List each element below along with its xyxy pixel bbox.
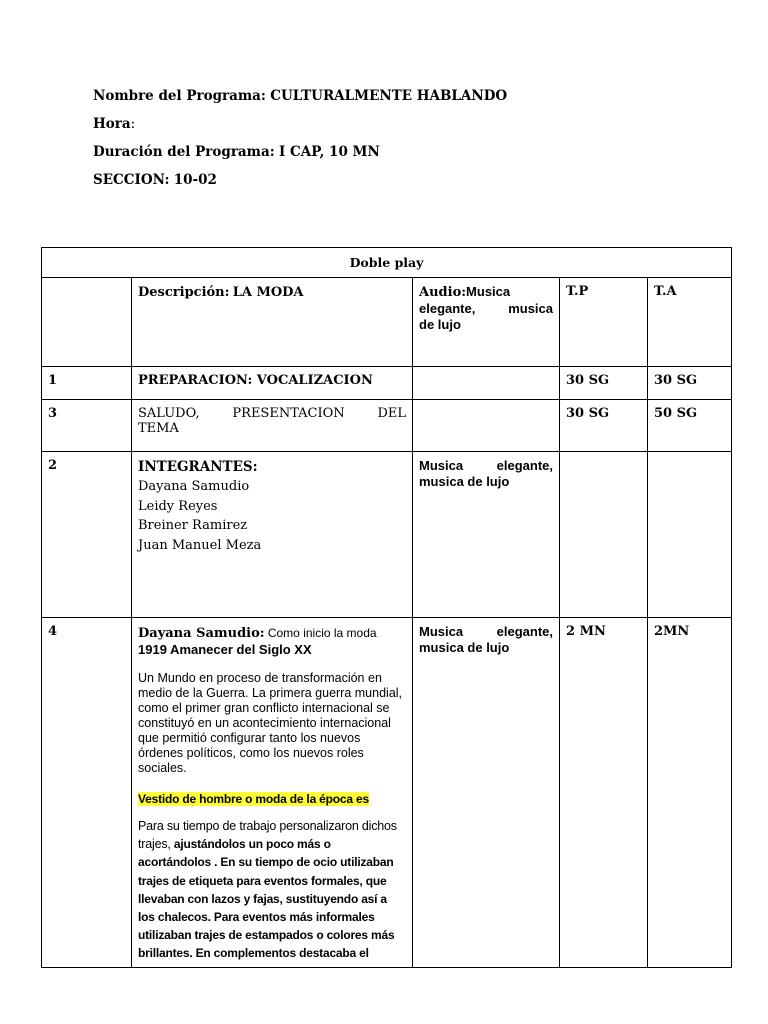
row-num: 2: [42, 452, 132, 618]
paragraph-2-rest: ajustándolos un poco más o acortándolos . En su tiempo de ocio utilizaban trajes de etiqueta para eventos formales, que llevaban con lazos y fajas, sustituyendo así a los chalecos. Para eventos más informales utilizaban trajes de estampados o colores más brillantes. En complementos destacaba el: [138, 837, 395, 961]
speaker-intro: Como inicio la moda: [267, 626, 377, 640]
section-value: 10-02: [173, 172, 217, 188]
audio-value-1: Musica: [466, 284, 511, 299]
row-tp: 30 SG: [560, 367, 648, 400]
row-desc: PREPARACION: VOCALIZACION: [132, 367, 413, 400]
row-audio: [413, 452, 560, 618]
section-label: SECCION:: [93, 172, 170, 188]
row-tp: 2 MN: [560, 618, 648, 968]
section-line: [93, 170, 507, 198]
integrantes-title: INTEGRANTES:: [138, 459, 258, 475]
highlight-text: Vestido de hombre o moda de la época es: [138, 792, 369, 806]
row-audio: [413, 618, 560, 968]
row-desc-line-2: TEMA: [138, 421, 179, 436]
table-row: [42, 367, 732, 400]
speaker-name: Dayana Samudio:: [138, 626, 265, 641]
hora-colon: :: [130, 116, 136, 132]
list-item: Breiner Ramirez: [138, 518, 248, 533]
header-tp: T.P: [560, 278, 648, 367]
program-name-label: Nombre del Programa:: [93, 88, 266, 104]
table-row: [42, 452, 732, 618]
row-desc: [132, 452, 413, 618]
duration-line: [93, 142, 507, 170]
paragraph-1: Un Mundo en proceso de transformación en medio de la Guerra. La primera guerra mundial, como el primer gran conflicto internacional se constituyó en un acontecimiento internacional que permitió configurar tanto los nuevos órdenes políticos, como los nuevos roles sociales.: [138, 671, 403, 775]
paragraph-2: [138, 817, 406, 963]
row-num: 3: [42, 400, 132, 452]
desc-label: Descripción:: [138, 285, 230, 300]
era-subtitle: 1919 Amanecer del Siglo XX: [138, 642, 312, 657]
audio-value-3: musica: [508, 301, 553, 316]
row-audio: [413, 400, 560, 452]
row-num: 4: [42, 618, 132, 968]
row-desc-line-1: SALUDO, PRESENTACION DEL: [138, 406, 406, 421]
desc-value: LA MODA: [232, 285, 304, 300]
hora-label: Hora: [93, 116, 131, 132]
table-row: [42, 400, 732, 452]
table-header-row: [42, 278, 732, 367]
audio-value-4: de lujo: [419, 317, 461, 332]
program-name-line: [93, 86, 507, 114]
row-ta: 30 SG: [648, 367, 732, 400]
paragraph-2-start: Para su tiempo de trabajo personalizaron dichos trajes,: [138, 819, 397, 852]
program-name-value: CULTURALMENTE HABLANDO: [270, 88, 508, 104]
audio-label: Audio:: [419, 285, 467, 300]
row-audio-line-1: Musica elegante,: [419, 458, 553, 473]
header-desc-cell: [132, 278, 413, 367]
audio-value-2: elegante,: [419, 301, 476, 316]
header-audio-cell: [413, 278, 560, 367]
list-item: Dayana Samudio: [138, 479, 250, 494]
row-tp: [560, 452, 648, 618]
row-desc: [132, 400, 413, 452]
row-ta: 2MN: [648, 618, 732, 968]
table-title-row: [42, 248, 732, 278]
row-tp: 30 SG: [560, 400, 648, 452]
row-desc: [132, 618, 413, 968]
row-ta: 50 SG: [648, 400, 732, 452]
integrantes-list: [138, 477, 406, 555]
row-audio-line-1: Musica elegante,: [419, 624, 553, 639]
header-ta: T.A: [648, 278, 732, 367]
hora-line: [93, 114, 507, 142]
row-ta: [648, 452, 732, 618]
header-num-cell: [42, 278, 132, 367]
row-audio-line-2: musica de lujo: [419, 640, 510, 655]
row-num: 1: [42, 367, 132, 400]
list-item: Leidy Reyes: [138, 498, 218, 514]
program-header: [93, 86, 507, 198]
list-item: Juan Manuel Meza: [138, 537, 262, 553]
table-row: [42, 618, 732, 968]
program-table: [41, 247, 732, 968]
duration-value: I CAP, 10 MN: [279, 144, 380, 160]
row-audio: [413, 367, 560, 400]
table-title: Doble play: [42, 248, 732, 278]
row-audio-line-2: musica de lujo: [419, 474, 510, 489]
duration-label: Duración del Programa:: [93, 144, 275, 160]
